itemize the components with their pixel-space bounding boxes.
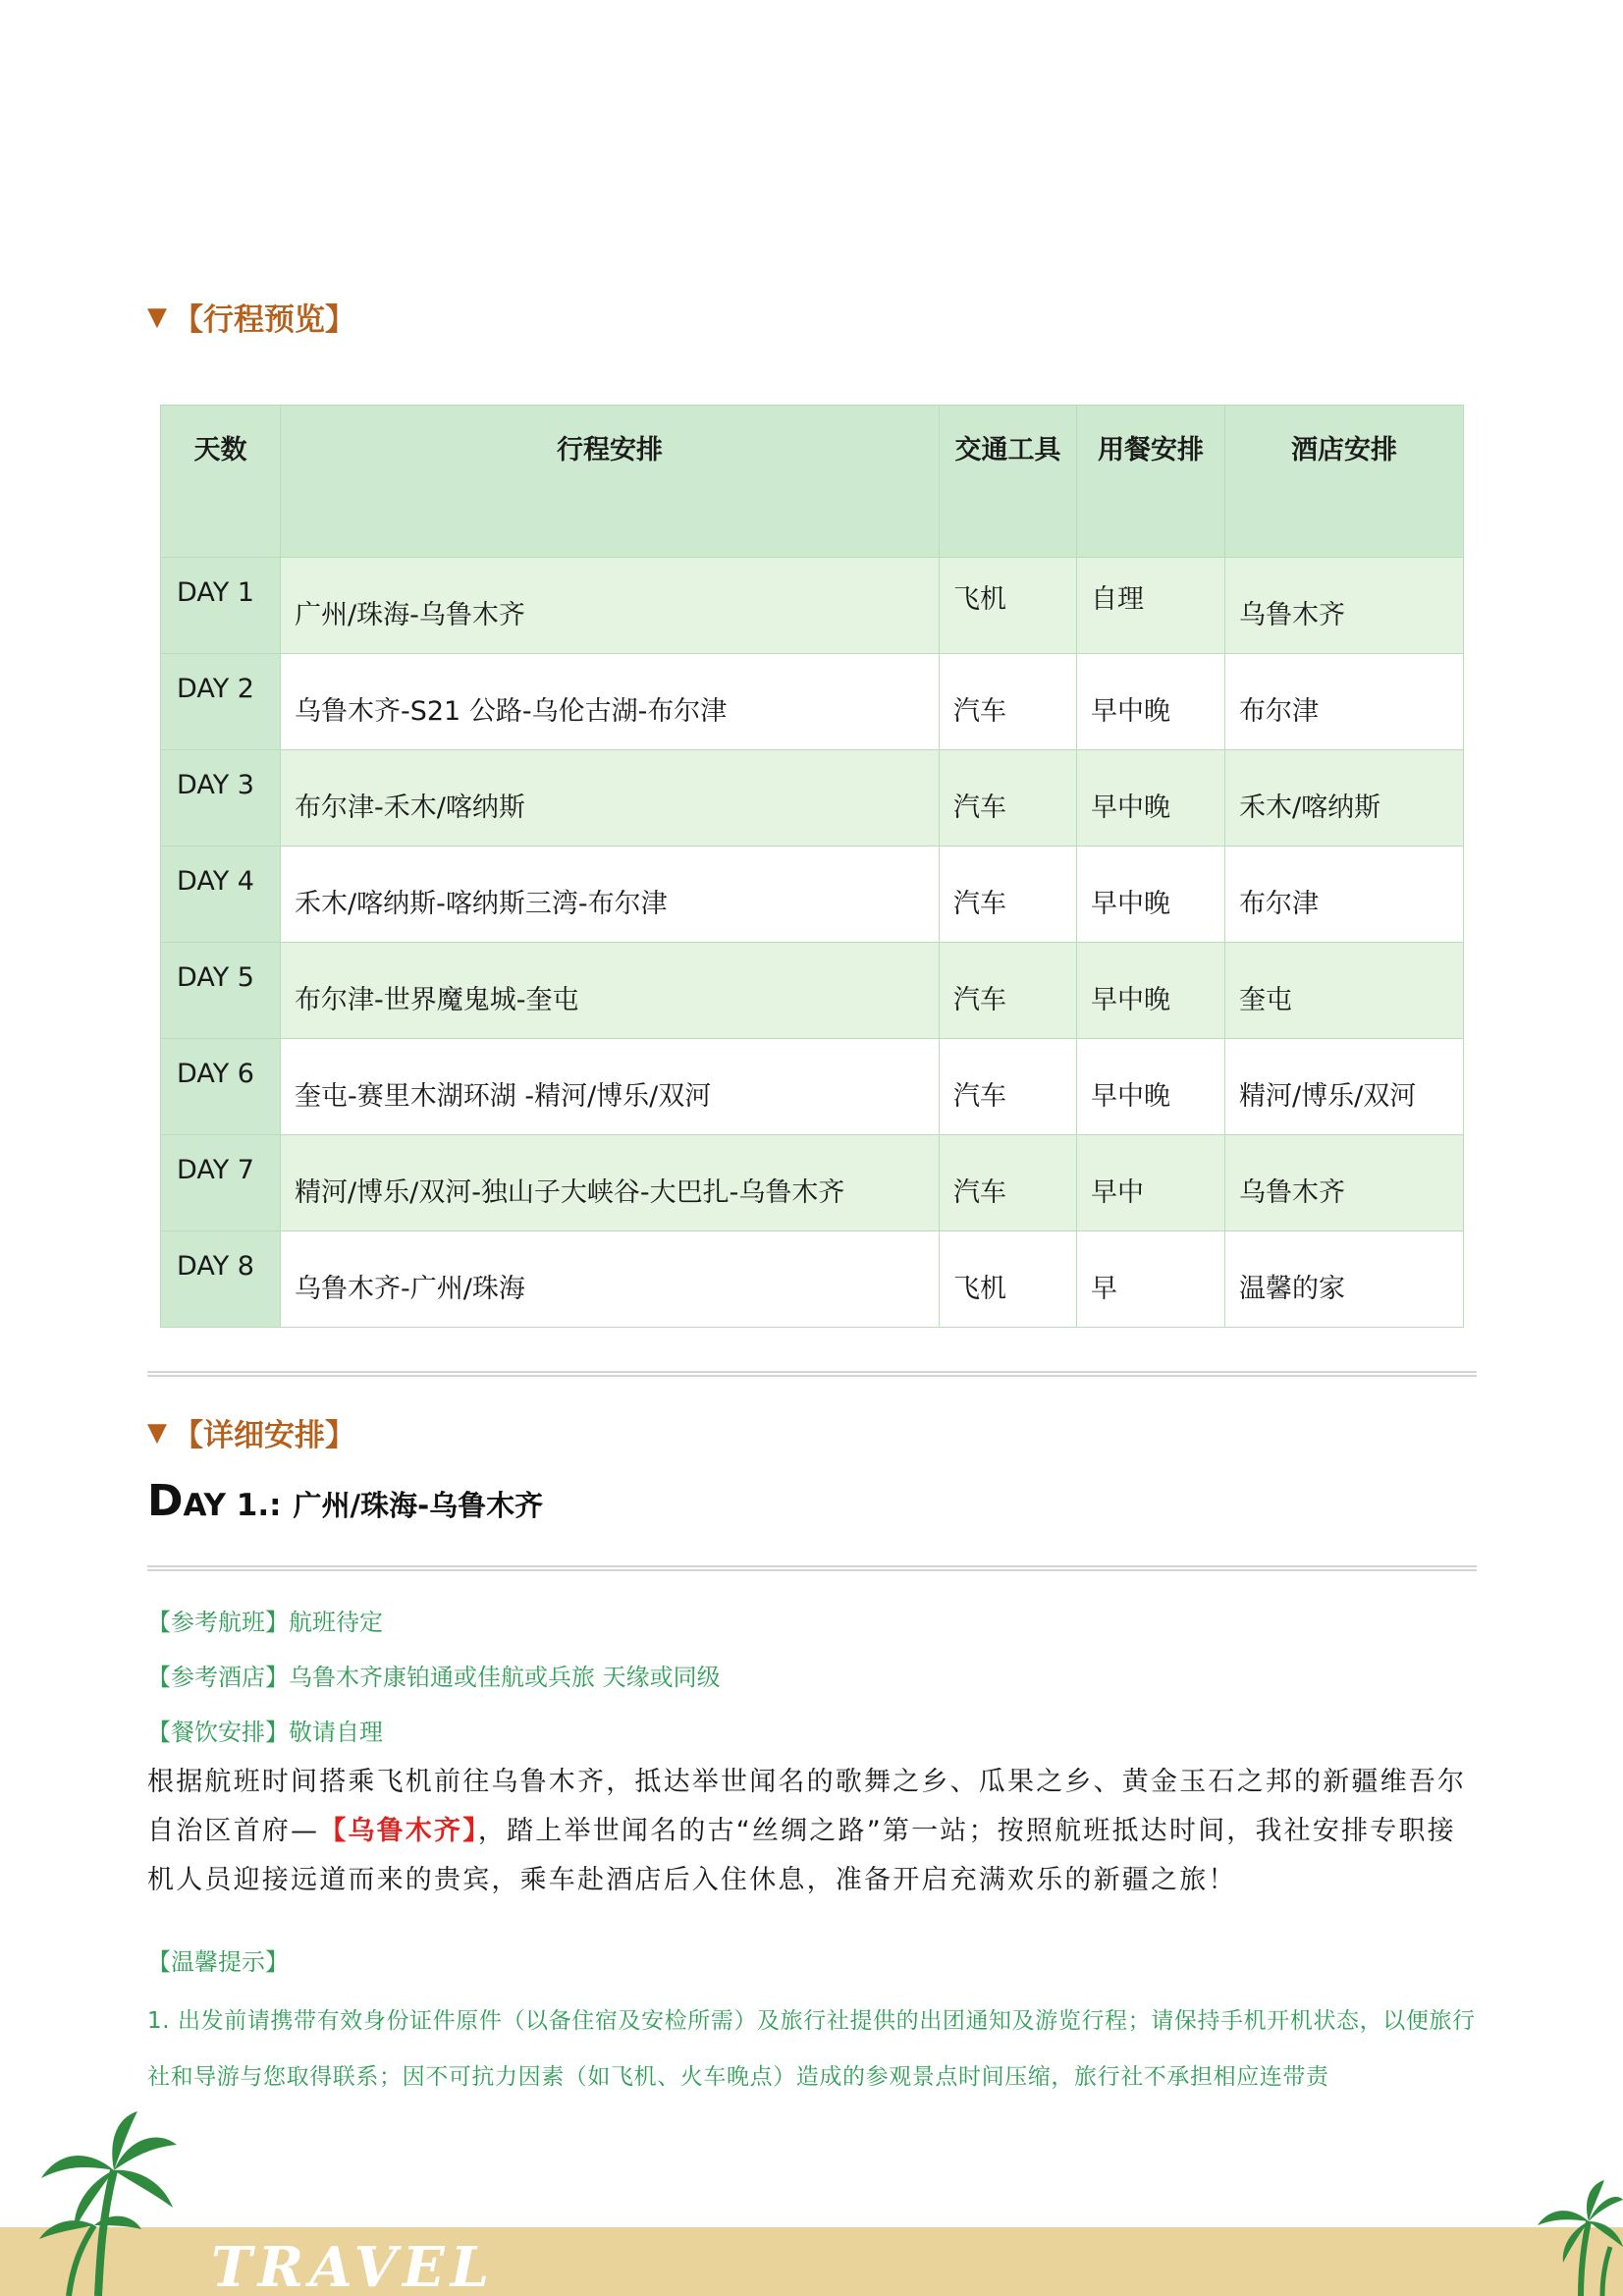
table-row: [161, 558, 1464, 654]
table-row: [161, 943, 1464, 1039]
hotel-cell: 精河/博乐/双河: [1225, 1039, 1464, 1135]
hotel-cell: 布尔津: [1225, 847, 1464, 943]
route-cell: 乌鲁木齐-S21 公路-乌伦古湖-布尔津: [281, 654, 940, 750]
meal-cell: 早中晚: [1077, 1039, 1225, 1135]
day-cell: DAY 6: [161, 1039, 281, 1135]
reference-hotel: 【参考酒店】乌鲁木齐康铂通或佳航或兵旅 天缘或同级: [147, 1664, 721, 1691]
meal-cell: 早中晚: [1077, 750, 1225, 847]
day-cell: DAY 1: [161, 558, 281, 654]
divider: [147, 1371, 1477, 1377]
transport-cell: 汽车: [940, 847, 1077, 943]
table-row: [161, 654, 1464, 750]
table-row: [161, 750, 1464, 847]
transport-cell: 飞机: [940, 558, 1077, 654]
route-cell: 精河/博乐/双河-独山子大峡谷-大巴扎-乌鲁木齐: [281, 1135, 940, 1231]
meal-cell: 早: [1077, 1231, 1225, 1328]
divider: [147, 1565, 1477, 1571]
tip-text: 1. 出发前请携带有效身份证件原件（以备住宿及安检所需）及旅行社提供的出团通知及游览行程；请保持手机开机状态，以便旅行社和导游与您取得联系；因不可抗力因素（如飞机、火车晚点）造成的参观景点时间压缩，旅行社不承担相应连带责: [147, 2008, 1476, 2090]
route-cell: 布尔津-禾木/喀纳斯: [281, 750, 940, 847]
day-cell: DAY 5: [161, 943, 281, 1039]
route-cell: 广州/珠海-乌鲁木齐: [281, 558, 940, 654]
transport-cell: 汽车: [940, 943, 1077, 1039]
detail-heading: [147, 1410, 355, 1454]
column-header-day: 天数: [161, 406, 281, 558]
triangle-down-icon: ▼: [147, 1417, 167, 1448]
table-row: [161, 1135, 1464, 1231]
day-description: [147, 1758, 1483, 1905]
table-header-row: [161, 406, 1464, 558]
description-highlight: 【乌鲁木齐】: [319, 1816, 478, 1846]
day-cell: DAY 2: [161, 654, 281, 750]
hotel-cell: 布尔津: [1225, 654, 1464, 750]
table-body: [161, 558, 1464, 1328]
footer-travel-logo: TRAVEL: [211, 2235, 496, 2296]
table-row: [161, 847, 1464, 943]
route-cell: 禾木/喀纳斯-喀纳斯三湾-布尔津: [281, 847, 940, 943]
route-cell: 布尔津-世界魔鬼城-奎屯: [281, 943, 940, 1039]
day-title-destination: 广州/珠海-乌鲁木齐: [293, 1489, 544, 1522]
meal-cell: 早中晚: [1077, 943, 1225, 1039]
palm-tree-icon: [1532, 2178, 1623, 2296]
transport-cell: 飞机: [940, 1231, 1077, 1328]
transport-cell: 汽车: [940, 1039, 1077, 1135]
meal-cell: 早中晚: [1077, 654, 1225, 750]
column-header-transport: 交通工具: [940, 406, 1077, 558]
triangle-down-icon: ▼: [147, 301, 167, 332]
meal-cell: 自理: [1077, 558, 1225, 654]
transport-cell: 汽车: [940, 654, 1077, 750]
detail-heading-text: 【详细安排】: [173, 1418, 355, 1453]
column-header-meal: 用餐安排: [1077, 406, 1225, 558]
itinerary-table: [160, 405, 1464, 1328]
table-row: [161, 1039, 1464, 1135]
column-header-hotel: 酒店安排: [1225, 406, 1464, 558]
hotel-cell: 乌鲁木齐: [1225, 1135, 1464, 1231]
description-text: 根据航班时间搭乘飞机前往乌鲁木齐，抵达举世闻名的歌舞之乡、瓜果之乡、黄金玉石之邦的新疆维吾尔自治区首府—: [147, 1767, 1467, 1846]
transport-cell: 汽车: [940, 750, 1077, 847]
transport-cell: 汽车: [940, 1135, 1077, 1231]
hotel-cell: 温馨的家: [1225, 1231, 1464, 1328]
day-title-initial: D: [147, 1476, 184, 1526]
route-cell: 乌鲁木齐-广州/珠海: [281, 1231, 940, 1328]
day-cell: DAY 8: [161, 1231, 281, 1328]
description-text-end: ，踏上举世闻名的古“丝绸之路”第一站；按照航班抵达时间，我社安排专职接机人员迎接远道而来的贵宾，乘车赴酒店后入住休息，准备开启充满欢乐的新疆之旅！: [147, 1816, 1456, 1895]
table-row: [161, 1231, 1464, 1328]
column-header-route: 行程安排: [281, 406, 940, 558]
day-cell: DAY 3: [161, 750, 281, 847]
day-title-rest: AY 1.:: [183, 1488, 282, 1523]
overview-heading: [147, 295, 355, 339]
hotel-cell: 乌鲁木齐: [1225, 558, 1464, 654]
day-title: [147, 1476, 543, 1526]
day-cell: DAY 7: [161, 1135, 281, 1231]
day-cell: DAY 4: [161, 847, 281, 943]
meal-cell: 早中晚: [1077, 847, 1225, 943]
hotel-cell: 奎屯: [1225, 943, 1464, 1039]
meal-cell: 早中: [1077, 1135, 1225, 1231]
tip-title: 【温馨提示】: [147, 1948, 289, 1976]
meal-arrangement: 【餐饮安排】敬请自理: [147, 1719, 383, 1746]
hotel-cell: 禾木/喀纳斯: [1225, 750, 1464, 847]
route-cell: 奎屯-赛里木湖环湖 -精河/博乐/双河: [281, 1039, 940, 1135]
reference-flight: 【参考航班】航班待定: [147, 1609, 383, 1636]
overview-heading-text: 【行程预览】: [173, 302, 355, 338]
palm-tree-icon: [29, 2109, 187, 2296]
